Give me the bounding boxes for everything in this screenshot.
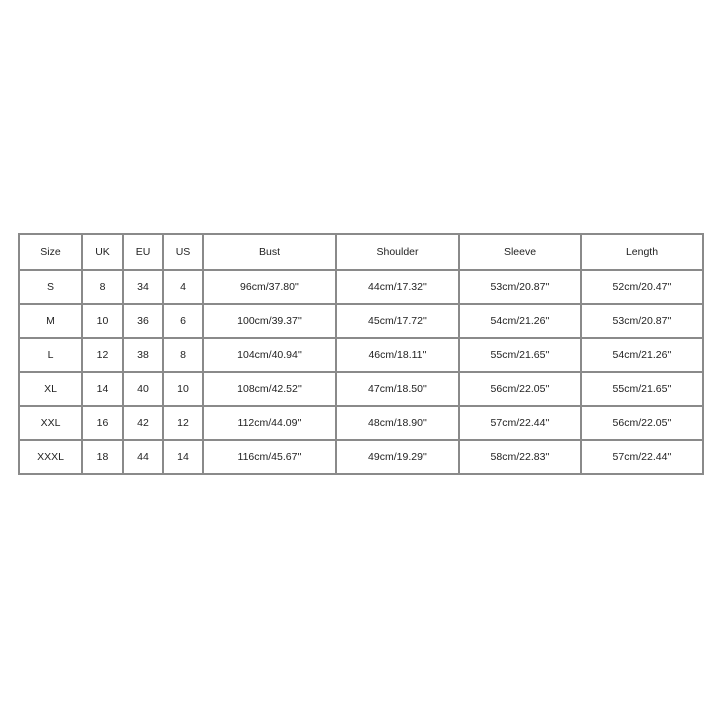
cell-size: L <box>20 339 83 373</box>
header-shoulder: Shoulder <box>337 235 460 271</box>
cell-shoulder: 46cm/18.11'' <box>337 339 460 373</box>
cell-uk: 18 <box>83 441 124 475</box>
table-header-row <box>20 235 704 271</box>
cell-us: 4 <box>164 271 204 305</box>
cell-bust: 100cm/39.37'' <box>204 305 337 339</box>
cell-us: 14 <box>164 441 204 475</box>
cell-us: 8 <box>164 339 204 373</box>
cell-sleeve: 54cm/21.26'' <box>460 305 582 339</box>
table-row <box>20 373 704 407</box>
cell-size: XXL <box>20 407 83 441</box>
cell-sleeve: 58cm/22.83'' <box>460 441 582 475</box>
cell-bust: 108cm/42.52'' <box>204 373 337 407</box>
cell-shoulder: 48cm/18.90'' <box>337 407 460 441</box>
cell-eu: 38 <box>124 339 164 373</box>
cell-us: 6 <box>164 305 204 339</box>
cell-bust: 96cm/37.80'' <box>204 271 337 305</box>
cell-shoulder: 47cm/18.50'' <box>337 373 460 407</box>
header-uk: UK <box>83 235 124 271</box>
cell-sleeve: 57cm/22.44'' <box>460 407 582 441</box>
cell-sleeve: 55cm/21.65'' <box>460 339 582 373</box>
table-row <box>20 441 704 475</box>
cell-size: M <box>20 305 83 339</box>
cell-uk: 10 <box>83 305 124 339</box>
cell-size: XXXL <box>20 441 83 475</box>
cell-shoulder: 49cm/19.29'' <box>337 441 460 475</box>
cell-bust: 112cm/44.09'' <box>204 407 337 441</box>
cell-shoulder: 45cm/17.72'' <box>337 305 460 339</box>
cell-length: 53cm/20.87'' <box>582 305 704 339</box>
cell-bust: 104cm/40.94'' <box>204 339 337 373</box>
cell-bust: 116cm/45.67'' <box>204 441 337 475</box>
cell-eu: 44 <box>124 441 164 475</box>
cell-eu: 40 <box>124 373 164 407</box>
table-row <box>20 305 704 339</box>
cell-sleeve: 56cm/22.05'' <box>460 373 582 407</box>
cell-size: S <box>20 271 83 305</box>
cell-size: XL <box>20 373 83 407</box>
cell-sleeve: 53cm/20.87'' <box>460 271 582 305</box>
cell-eu: 36 <box>124 305 164 339</box>
cell-length: 52cm/20.47'' <box>582 271 704 305</box>
cell-uk: 16 <box>83 407 124 441</box>
cell-length: 57cm/22.44'' <box>582 441 704 475</box>
table-row <box>20 339 704 373</box>
size-chart-table <box>18 233 704 475</box>
table-row <box>20 407 704 441</box>
header-eu: EU <box>124 235 164 271</box>
cell-us: 12 <box>164 407 204 441</box>
header-sleeve: Sleeve <box>460 235 582 271</box>
cell-uk: 14 <box>83 373 124 407</box>
cell-shoulder: 44cm/17.32'' <box>337 271 460 305</box>
cell-eu: 34 <box>124 271 164 305</box>
cell-uk: 8 <box>83 271 124 305</box>
header-bust: Bust <box>204 235 337 271</box>
cell-length: 55cm/21.65'' <box>582 373 704 407</box>
cell-us: 10 <box>164 373 204 407</box>
header-us: US <box>164 235 204 271</box>
cell-length: 56cm/22.05'' <box>582 407 704 441</box>
cell-length: 54cm/21.26'' <box>582 339 704 373</box>
cell-eu: 42 <box>124 407 164 441</box>
header-size: Size <box>20 235 83 271</box>
header-length: Length <box>582 235 704 271</box>
table-row <box>20 271 704 305</box>
cell-uk: 12 <box>83 339 124 373</box>
